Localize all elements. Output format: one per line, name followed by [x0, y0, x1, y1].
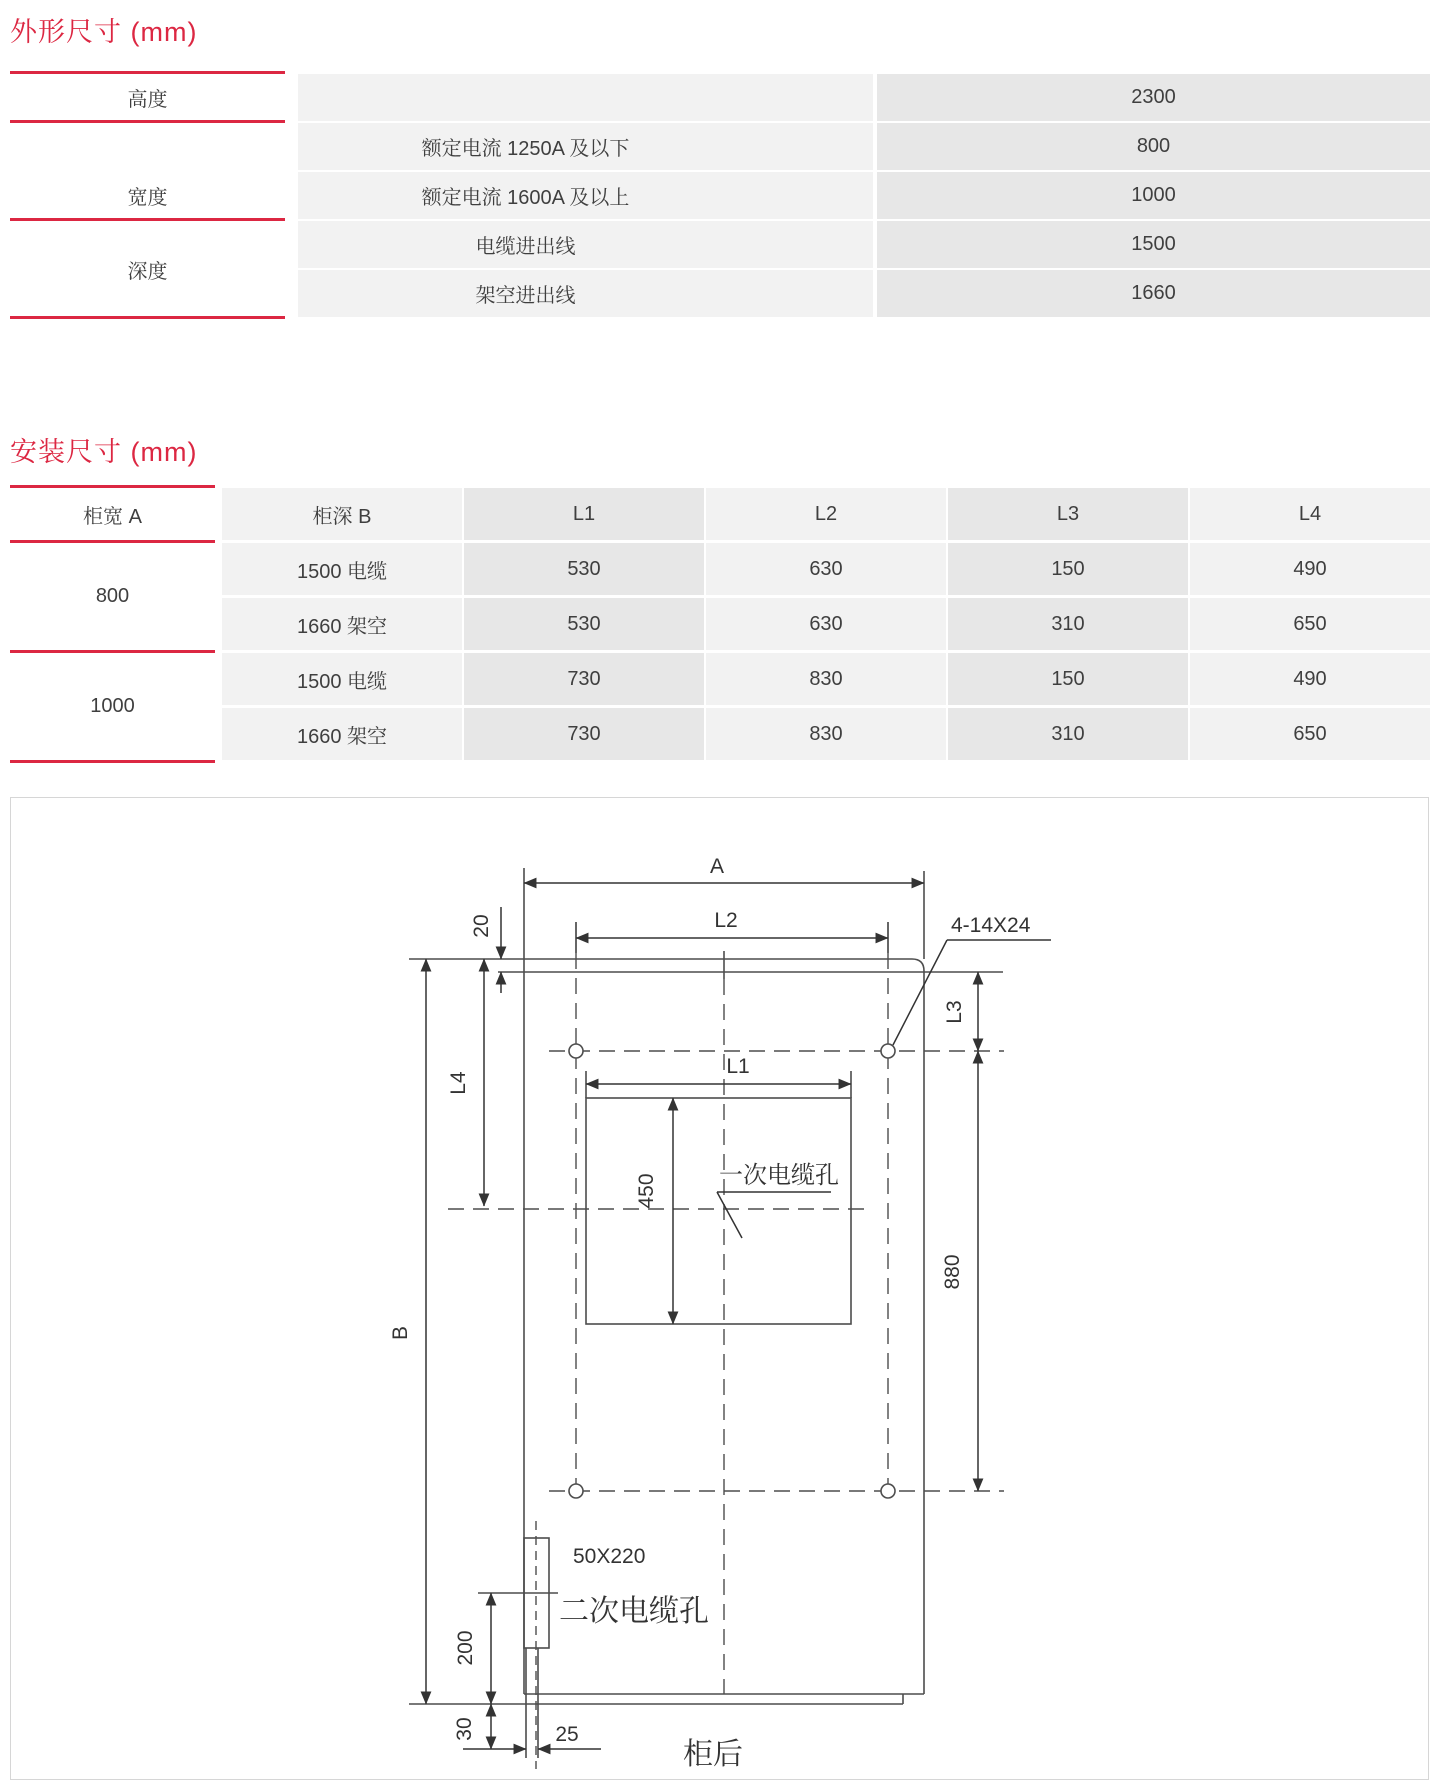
- dim-20-label: 20: [470, 914, 493, 938]
- divider: [10, 316, 285, 319]
- column-header: 柜宽 A: [10, 488, 215, 540]
- primary-cable-hole: [586, 1098, 851, 1324]
- table-cell: 490: [1190, 543, 1430, 595]
- table-cell: 830: [706, 653, 946, 705]
- column-header: L1: [464, 488, 704, 540]
- dim-l3-label: L3: [943, 1000, 966, 1024]
- table-cell: [298, 74, 873, 121]
- holes-note-label: 4-14X24: [951, 914, 1031, 937]
- column-header: 柜深 B: [222, 488, 462, 540]
- table-cell: 1000: [877, 172, 1430, 219]
- mounting-holes: [569, 1044, 895, 1498]
- table-cell: 1500 电缆: [222, 543, 462, 595]
- divider: [10, 71, 285, 74]
- column-header: L4: [1190, 488, 1430, 540]
- table-cell: 1500: [877, 221, 1430, 268]
- divider: [10, 650, 215, 653]
- divider: [10, 485, 215, 488]
- dim-l4-label: L4: [447, 1071, 470, 1095]
- divider: [10, 760, 215, 763]
- table-cell: 310: [948, 598, 1188, 650]
- table-cell: 架空进出线: [298, 270, 873, 317]
- dim-880-label: 880: [941, 1254, 964, 1290]
- table-cell: 530: [464, 543, 704, 595]
- table-cell: 电缆进出线: [298, 221, 873, 268]
- dim-a-label: A: [709, 855, 725, 878]
- dim-b-label: B: [389, 1325, 412, 1341]
- row-group-label: 800: [10, 543, 215, 650]
- divider: [10, 540, 215, 543]
- column-header: L3: [948, 488, 1188, 540]
- secondary-hole-label: 二次电缆孔: [559, 1595, 709, 1628]
- table-cell: 150: [948, 653, 1188, 705]
- view-label: 柜后: [683, 1738, 743, 1771]
- primary-hole-leader: [717, 1192, 831, 1238]
- table-cell: 2300: [877, 74, 1430, 121]
- row-group-label: 宽度: [10, 123, 285, 268]
- primary-hole-label: 一次电缆孔: [719, 1162, 839, 1189]
- slot-size-label: 50X220: [573, 1545, 646, 1568]
- table-cell: 1660 架空: [222, 708, 462, 760]
- column-header: L2: [706, 488, 946, 540]
- cabinet-rear-drawing: [11, 798, 1430, 1781]
- holes-leader: [893, 940, 1051, 1045]
- table-cell: 630: [706, 543, 946, 595]
- divider: [10, 120, 285, 123]
- table-cell: 额定电流 1250A 及以下: [298, 123, 873, 170]
- table-cell: 650: [1190, 708, 1430, 760]
- dim-30-label: 30: [453, 1717, 476, 1741]
- table-cell: 310: [948, 708, 1188, 760]
- table-cell: 730: [464, 653, 704, 705]
- row-group-label: 深度: [10, 221, 285, 317]
- table-cell: 830: [706, 708, 946, 760]
- table-cell: 1660: [877, 270, 1430, 317]
- table-cell: 800: [877, 123, 1430, 170]
- dim-200-label: 200: [454, 1630, 477, 1666]
- table-cell: 1500 电缆: [222, 653, 462, 705]
- row-group-label: 1000: [10, 653, 215, 760]
- dim-450-label: 450: [635, 1173, 658, 1209]
- diagram-panel: [10, 797, 1429, 1780]
- table-cell: 490: [1190, 653, 1430, 705]
- outline-section-title: 外形尺寸 (mm): [10, 17, 198, 47]
- dimension-labels: [389, 855, 1031, 1771]
- dim-l1-label: L1: [726, 1055, 750, 1078]
- table-cell: 630: [706, 598, 946, 650]
- divider: [10, 218, 285, 221]
- table-cell: 1660 架空: [222, 598, 462, 650]
- table-cell: 530: [464, 598, 704, 650]
- dim-25-label: 25: [555, 1723, 579, 1746]
- table-cell: 150: [948, 543, 1188, 595]
- row-group-label: 高度: [10, 74, 285, 121]
- install-section-title: 安装尺寸 (mm): [10, 437, 198, 467]
- table-cell: 额定电流 1600A 及以上: [298, 172, 873, 219]
- table-cell: 730: [464, 708, 704, 760]
- dim-l2-label: L2: [714, 909, 738, 932]
- table-cell: 650: [1190, 598, 1430, 650]
